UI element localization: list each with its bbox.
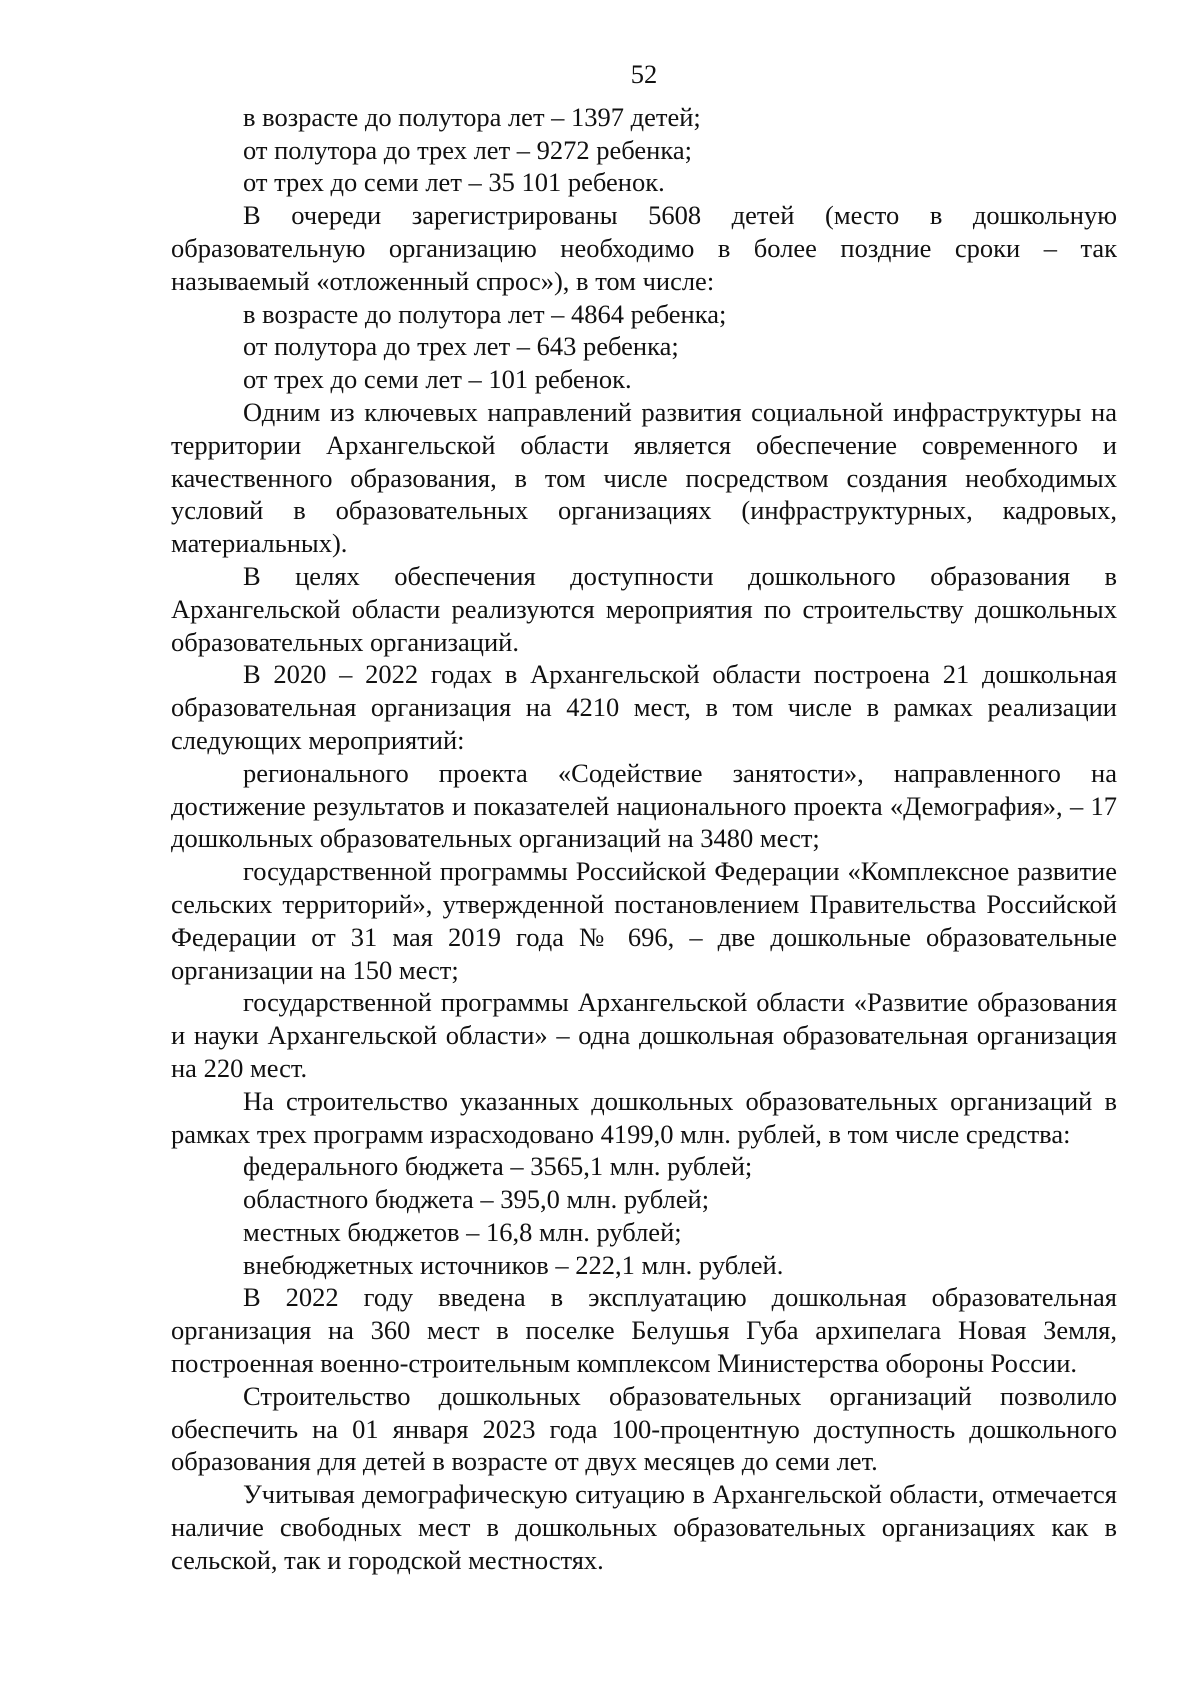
paragraph: В целях обеспечения доступности дошкольного образования в Архангельской области реализуются мероприятия по строительству дошкольных образовательных организаций. (171, 560, 1117, 657)
list-item: внебюджетных источников – 222,1 млн. рублей. (243, 1249, 784, 1280)
list-item: в возрасте до полутора лет – 4864 ребенка; (243, 298, 727, 329)
list-item: местных бюджетов – 16,8 млн. рублей; (243, 1216, 682, 1247)
page-number: 52 (630, 59, 658, 89)
list-item: от трех до семи лет – 35 101 ребенок. (243, 167, 665, 198)
paragraph: государственной программы Архангельской области «Развитие образования и науки Архангельской области» – одна дошкольная образовательная организация на 220 мест. (171, 987, 1117, 1083)
paragraph: В очереди зарегистрированы 5608 детей (место в дошкольную образовательную организацию необходимо в более поздние сроки – так называемый «отложенный спрос»), в том числе: (171, 200, 1117, 296)
paragraph: На строительство указанных дошкольных образовательных организаций в рамках трех программ израсходовано 4199,0 млн. рублей, в том числе средства: (171, 1085, 1117, 1149)
paragraph: Одним из ключевых направлений развития социальной инфраструктуры на территории Архангельской области является обеспечение современного и качественного образования, в том числе посредством создания необходимых условий в образовательных организациях (инфраструктурных, кадровых, материальных). (171, 396, 1117, 559)
list-item: от полутора до трех лет – 643 ребенка; (243, 331, 679, 362)
list-item: областного бюджета – 395,0 млн. рублей; (243, 1184, 710, 1215)
document-body (171, 101, 1117, 1577)
list-item: федерального бюджета – 3565,1 млн. рублей; (243, 1151, 753, 1182)
paragraph: В 2022 году введена в эксплуатацию дошкольная образовательная организация на 360 мест в поселке Белушья Губа архипелага Новая Земля, построенная военно-строительным комплексом Министерства обороны России. (171, 1282, 1117, 1379)
list-item: в возрасте до полутора лет – 1397 детей; (243, 101, 701, 132)
paragraph: регионального проекта «Содействие занятости», направленного на достижение результатов и показателей национального проекта «Демография», – 17 дошкольных образовательных организаций на 3480 мест; (171, 757, 1117, 854)
paragraph: В 2020 – 2022 годах в Архангельской области построена 21 дошкольная образовательная организация на 4210 мест, в том числе в рамках реализации следующих мероприятий: (171, 659, 1117, 755)
list-item: от трех до семи лет – 101 ребенок. (243, 364, 632, 395)
paragraph: государственной программы Российской Федерации «Комплексное развитие сельских территорий», утвержденной постановлением Правительства Российской Федерации от 31 мая 2019 года № 696, – две дошкольные образовательные организации на 150 мест; (171, 856, 1117, 985)
list-item: от полутора до трех лет – 9272 ребенка; (243, 134, 692, 165)
paragraph: Учитывая демографическую ситуацию в Архангельской области, отмечается наличие свободных мест в дошкольных образовательных организациях как в сельской, так и городской местностях. (171, 1479, 1117, 1575)
paragraph: Строительство дошкольных образовательных организаций позволило обеспечить на 01 января 2023 года 100-процентную доступность дошкольного образования для детей в возрасте от двух месяцев до семи лет. (171, 1380, 1117, 1477)
document-page (171, 58, 1117, 1577)
